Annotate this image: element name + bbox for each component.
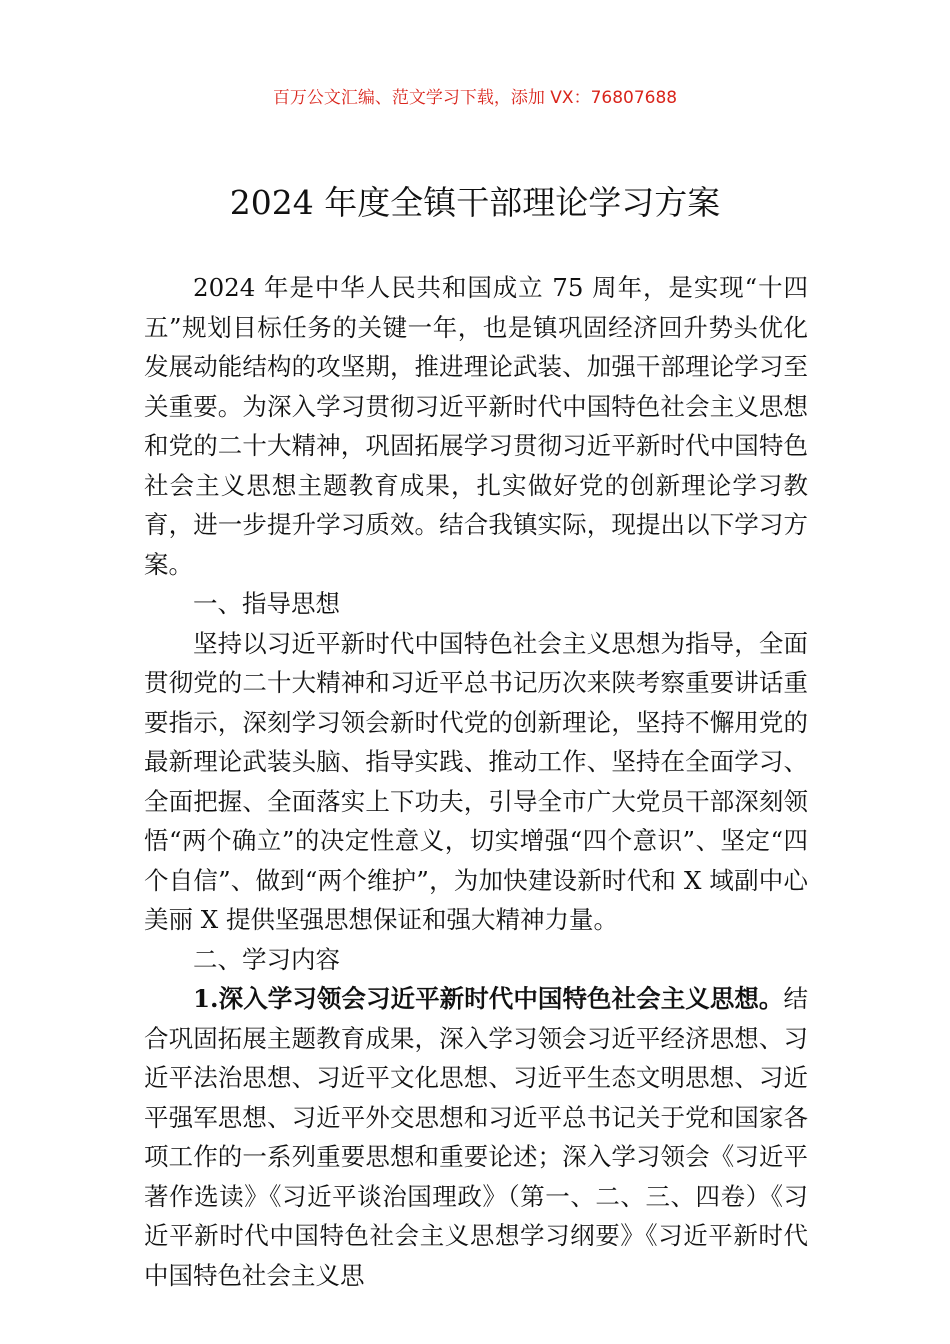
section-heading-guiding-thought: 一、指导思想 — [193, 589, 340, 618]
guiding-thought-paragraph: 坚持以习近平新时代中国特色社会主义思想为指导，全面贯彻党的二十大精神和习近平总书记历次来陕考察重要讲话重要指示，深刻学习领会新时代党的创新理论，坚持不懈用党的最新理论武装头脑、指导实践、推动工作、坚持在全面学习、全面把握、全面落实上下功夫，引导全市广大党员干部深刻领悟“两个确立”的决定性意义，切实增强“四个意识”、坚定“四个自信”、做到“两个维护”，为加快建设新时代和 X 域副中心美丽 X 提供坚强思想保证和强大精神力量。 — [144, 628, 808, 934]
study-item-heading: 1.深入学习领会习近平新时代中国特色社会主义思想。 — [193, 984, 784, 1013]
study-item-body: 结合巩固拓展主题教育成果，深入学习领会习近平经济思想、习近平法治思想、习近平文化思想、习近平生态文明思想、习近平强军思想、习近平外交思想和习近平总书记关于党和国家各项工作的一系列重要思想和重要论述；深入学习领会《习近平著作选读》《习近平谈治国理政》（第一、二、三、四卷）《习近平新时代中国特色社会主义思想学习纲要》《习近平新时代中国特色社会主义思 — [144, 984, 808, 1290]
section-heading-study-content: 二、学习内容 — [193, 944, 340, 974]
watermark-banner: 百万公文汇编、范文学习下载，添加 VX：76807688 — [272, 88, 678, 108]
study-item-paragraph — [144, 979, 808, 1295]
intro-paragraph: 2024 年是中华人民共和国成立 75 周年，是实现“十四五”规划目标任务的关键一年，也是镇巩固经济回升势头优化发展动能结构的攻坚期，推进理论武装、加强干部理论学习至关重要。为深入学习贯彻习近平新时代中国特色社会主义思想和党的二十大精神，巩固拓展学习贯彻习近平新时代中国特色社会主义思想主题教育成果，扎实做好党的创新理论学习教育，进一步提升学习质效。结合我镇实际，现提出以下学习方案。 — [144, 273, 808, 579]
document-title: 2024 年度全镇干部理论学习方案 — [229, 183, 721, 222]
document-body — [144, 268, 808, 1295]
